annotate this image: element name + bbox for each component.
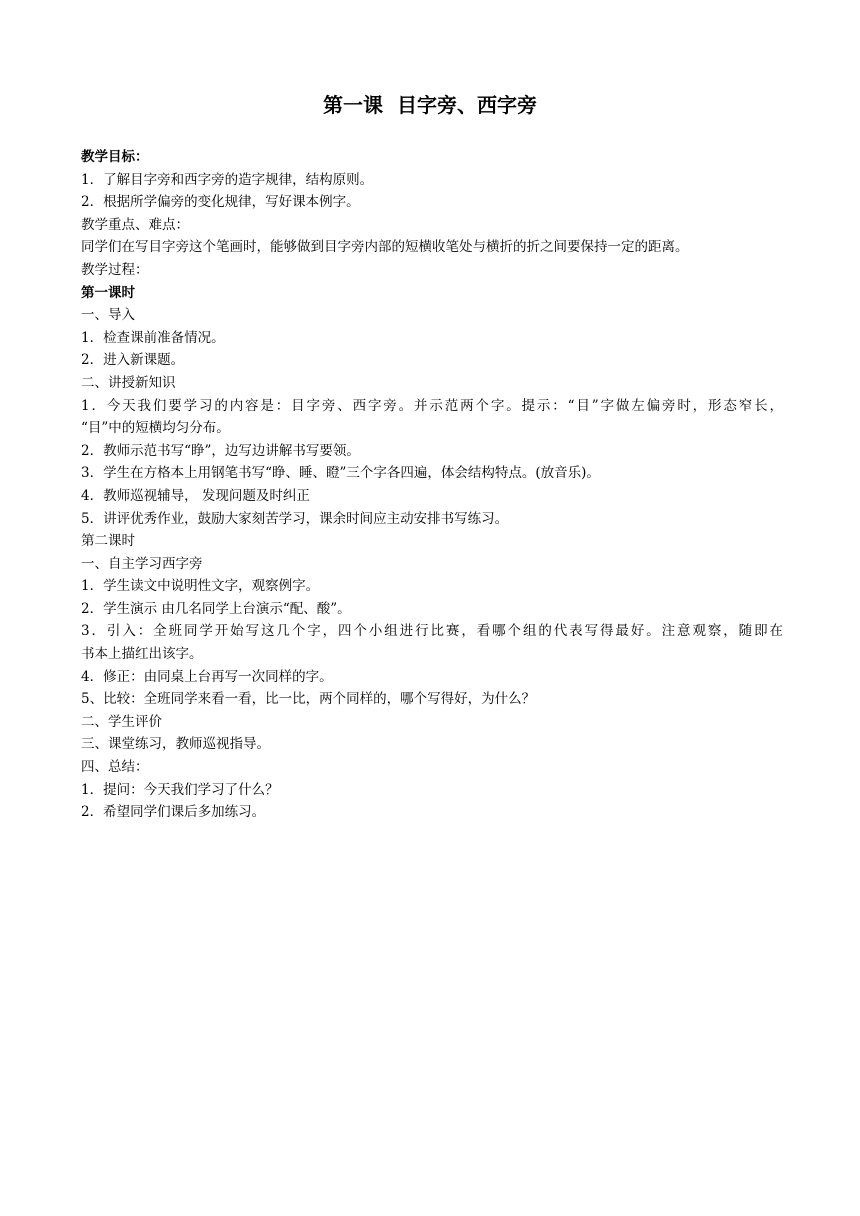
list-item: 2．希望同学们课后多加练习。 xyxy=(81,804,266,821)
list-item-continued: 书本上描红出该字。 xyxy=(81,646,203,663)
subheading-practice: 三、课堂练习，教师巡视指导。 xyxy=(81,736,270,753)
list-item: 4．修正：由同桌上台再写一次同样的字。 xyxy=(81,668,333,685)
list-item: 1．提问：今天我们学习了什么？ xyxy=(81,781,279,798)
list-item: 2．进入新课题。 xyxy=(81,352,185,369)
goal-item-1: 1．了解目字旁和西字旁的造字规律，结构原则。 xyxy=(81,171,374,188)
goal-item-2: 2．根据所学偏旁的变化规律，写好课本例字。 xyxy=(81,194,360,211)
list-item: 2．学生演示 由几名同学上台演示“配、酸”。 xyxy=(81,600,351,617)
list-item: 1．今天我们要学习的内容是：目字旁、西字旁。并示范两个字。提示：“目”字做左偏旁时，形态窄长， xyxy=(81,397,783,414)
lesson-heading-first: 第一课时 xyxy=(81,284,135,301)
subheading-evaluation: 二、学生评价 xyxy=(81,713,162,730)
list-item: 3．引入：全班同学开始写这几个字，四个小组进行比赛，看哪个组的代表写得最好。注意观察，随即在 xyxy=(81,623,783,640)
section-heading-process: 教学过程： xyxy=(81,261,149,278)
list-item: 2．教师示范书写“睁”，边写边讲解书写要领。 xyxy=(81,442,360,459)
list-item: 4．教师巡视辅导， 发现问题及时纠正 xyxy=(81,487,310,504)
list-item: 1．学生读文中说明性文字，观察例字。 xyxy=(81,578,320,595)
section-heading-key-points: 教学重点、难点： xyxy=(81,216,189,233)
section-heading-teaching-goals: 教学目标： xyxy=(81,149,149,165)
list-item: 5、比较：全班同学来看一看，比一比，两个同样的，哪个写得好，为什么？ xyxy=(81,691,536,708)
key-points-text: 同学们在写目字旁这个笔画时，能够做到目字旁内部的短横收笔处与横折的折之间要保持一定的距离。 xyxy=(81,239,689,256)
subheading-intro: 一、导入 xyxy=(81,307,135,324)
subheading-summary: 四、总结： xyxy=(81,759,149,776)
subheading-self-study: 一、自主学习西字旁 xyxy=(81,555,203,572)
document-title: 第一课 目字旁、西字旁 xyxy=(323,93,537,117)
lesson-heading-second: 第二课时 xyxy=(81,533,135,550)
list-item: 3．学生在方格本上用钢笔书写“睁、睡、瞪”三个字各四遍，体会结构特点。(放音乐)。 xyxy=(81,465,600,482)
subheading-new-knowledge: 二、讲授新知识 xyxy=(81,374,176,391)
list-item-continued: “目”中的短横均匀分布。 xyxy=(81,420,230,437)
document-body xyxy=(81,146,783,824)
list-item: 1．检查课前准备情况。 xyxy=(81,329,225,346)
list-item: 5．讲评优秀作业，鼓励大家刻苦学习，课余时间应主动安排书写练习。 xyxy=(81,510,509,527)
